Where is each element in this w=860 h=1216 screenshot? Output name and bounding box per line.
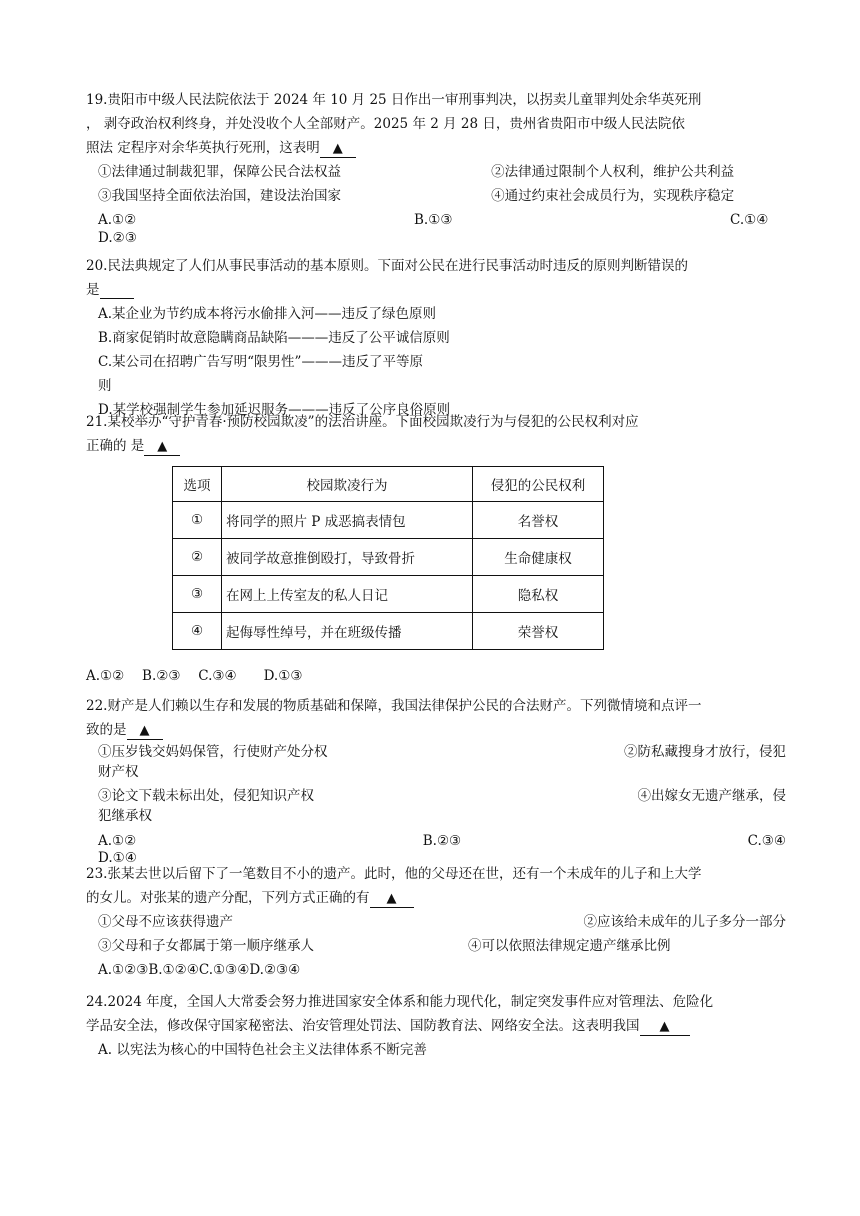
q22-statements-row-1 (86, 742, 786, 762)
q21-stem-text: 正确的 是 (86, 438, 145, 454)
question-23 (86, 862, 786, 982)
table-header-cell: 侵犯的公民权利 (473, 467, 604, 502)
q23-answer-blank[interactable] (370, 890, 414, 908)
q20-option-c[interactable]: C.某公司在招聘广告写明“限男性”———违反了平等原 (98, 354, 423, 370)
q19-option-b[interactable]: B.①③ (414, 212, 453, 228)
triangle-icon: ▲ (659, 1019, 670, 1034)
q22-statement-4: ④出嫁女无遗产继承，侵 (637, 788, 786, 804)
table-header-cell: 校园欺凌行为 (222, 467, 473, 502)
q22-option-a[interactable]: A.①② (98, 833, 137, 849)
q20-stem-line-2 (86, 278, 786, 302)
table-cell-behavior: 起侮辱性绰号，并在班级传播 (222, 613, 473, 650)
q19-statements-row-2 (86, 184, 786, 208)
q22-stem-line-1: 22.财产是人们赖以生存和发展的物质基础和保障，我国法律保护公民的合法财产。下列微情境和点评一 (86, 698, 702, 714)
table-cell-behavior: 将同学的照片 P 成恶搞表情包 (222, 502, 473, 539)
table-header-row (173, 467, 604, 502)
table-cell-right: 荣誉权 (473, 613, 604, 650)
table-cell-option: ④ (173, 613, 222, 650)
table-cell-option: ② (173, 539, 222, 576)
q23-statement-4: ④可以依照法律规定遗产继承比例 (468, 938, 671, 954)
q19-option-a[interactable]: A.①② (98, 212, 137, 228)
q20-answer-blank[interactable] (100, 282, 134, 299)
q23-stem-line-1: 23.张某去世以后留下了一笔数目不小的遗产。此时，他的父母还在世，还有一个未成年的儿子和上大学 (86, 866, 702, 882)
table-row (173, 539, 604, 576)
q22-option-c[interactable]: C.③④ (747, 833, 786, 849)
table-cell-behavior: 在网上上传室友的私人日记 (222, 576, 473, 613)
q19-statement-3: ③我国坚持全面依法治国，建设法治国家 (98, 188, 341, 204)
q22-statement-2-continued: 财产权 (98, 764, 139, 780)
triangle-icon: ▲ (139, 723, 150, 738)
q20-option-a[interactable]: A.某企业为节约成本将污水偷排入河——违反了绿色原则 (98, 306, 437, 322)
table-cell-option: ① (173, 502, 222, 539)
table-row (173, 502, 604, 539)
q22-stem-text: 致的是 (86, 722, 127, 738)
q19-statement-4: ④通过约束社会成员行为，实现秩序稳定 (491, 188, 735, 204)
q21-stem-line-2 (86, 434, 786, 458)
q19-stem-line-3 (86, 136, 786, 160)
triangle-icon: ▲ (386, 891, 397, 906)
q22-option-b[interactable]: B.②③ (422, 833, 462, 849)
q22-option-d[interactable]: D.①④ (98, 850, 137, 866)
triangle-icon: ▲ (157, 439, 168, 454)
question-21 (86, 410, 786, 458)
q23-statements-row-2 (86, 934, 786, 958)
triangle-icon: ▲ (332, 141, 343, 156)
q19-statements-row-1 (86, 160, 786, 184)
q19-option-c[interactable]: C.①④ (730, 212, 769, 228)
table-cell-right: 隐私权 (473, 576, 604, 613)
q24-stem-line-1: 24.2024 年度，全国人大常委会努力推进国家安全体系和能力现代化，制定突发事件应对管理法、危险化 (86, 994, 714, 1010)
q19-option-d[interactable]: D.②③ (98, 230, 137, 246)
q23-statement-1: ①父母不应该获得遗产 (98, 914, 233, 930)
q20-option-c-continued: 则 (98, 378, 112, 394)
q22-statement-4-continued: 犯继承权 (98, 808, 152, 824)
q21-options[interactable]: A.①② B.②③ C.③④ D.①③ (86, 668, 303, 684)
q21-answer-blank[interactable] (144, 438, 180, 456)
q22-stem-line-2 (86, 718, 786, 742)
question-24 (86, 990, 786, 1062)
q22-statement-1: ①压岁钱交妈妈保管，行使财产处分权 (98, 744, 328, 760)
q20-option-d[interactable]: D.某学校强制学生参加延迟服务———违反了公序良俗原则 (98, 402, 451, 418)
q20-stem-text: 是 (86, 282, 100, 298)
q22-statements-row-2 (86, 786, 786, 806)
q24-option-a[interactable]: A. 以宪法为核心的中国特色社会主义法律体系不断完善 (98, 1042, 427, 1058)
q23-stem-line-2 (86, 886, 786, 910)
q19-options-row (86, 210, 786, 230)
q22-answer-blank[interactable] (127, 722, 163, 740)
q20-stem-line-1: 20.民法典规定了人们从事民事活动的基本原则。下面对公民在进行民事活动时违反的原则判断错误的 (86, 258, 688, 274)
q22-statement-3: ③论文下载未标出处，侵犯知识产权 (98, 788, 314, 804)
q19-statement-2: ②法律通过限制个人权利，维护公共利益 (491, 164, 735, 180)
q24-answer-blank[interactable] (640, 1018, 690, 1036)
question-19 (86, 88, 786, 246)
q23-options[interactable]: A.①②③B.①②④C.①③④D.②③④ (98, 962, 301, 978)
table-header-cell: 选项 (173, 467, 222, 502)
table-cell-option: ③ (173, 576, 222, 613)
q23-stem-text: 的女儿。对张某的遗产分配，下列方式正确的有 (86, 890, 370, 906)
q23-statement-2: ②应该给未成年的儿子多分一部分 (583, 914, 786, 930)
table-row (173, 576, 604, 613)
q24-stem-line-2 (86, 1014, 786, 1038)
table-cell-right: 名誉权 (473, 502, 604, 539)
table-cell-behavior: 被同学故意推倒殴打，导致骨折 (222, 539, 473, 576)
q19-answer-blank[interactable] (320, 140, 356, 158)
q22-options-row (86, 832, 786, 850)
table-row (173, 613, 604, 650)
q22-statement-2: ②防私藏搜身才放行，侵犯 (624, 744, 786, 760)
q23-statement-3: ③父母和子女都属于第一顺序继承人 (98, 938, 314, 954)
question-22 (86, 694, 786, 866)
table-cell-right: 生命健康权 (473, 539, 604, 576)
q19-stem-line-2: ， 剥夺政治权利终身，并处没收个人全部财产。2025 年 2 月 28 日，贵州省贵阳市中级人民法院依 (86, 116, 685, 132)
q21-stem-line-1: 21.某校举办“守护青春·预防校园欺凌”的法治讲座。下面校园欺凌行为与侵犯的公民权利对应 (86, 414, 639, 430)
q19-stem-text: 照法 定程序对余华英执行死刑，这表明 (86, 140, 320, 156)
q23-statements-row-1 (86, 910, 786, 934)
q24-stem-text: 学品安全法，修改保守国家秘密法、治安管理处罚法、国防教育法、网络安全法。这表明我国 (86, 1018, 640, 1034)
q19-statement-1: ①法律通过制裁犯罪，保障公民合法权益 (98, 164, 341, 180)
bullying-rights-table (172, 466, 604, 650)
q19-stem-line-1: 19.贵阳市中级人民法院依法于 2024 年 10 月 25 日作出一审刑事判决，以拐卖儿童罪判处余华英死刑 (86, 92, 702, 108)
question-20 (86, 254, 786, 422)
q20-option-b[interactable]: B.商家促销时故意隐瞒商品缺陷———违反了公平诚信原则 (98, 330, 450, 346)
